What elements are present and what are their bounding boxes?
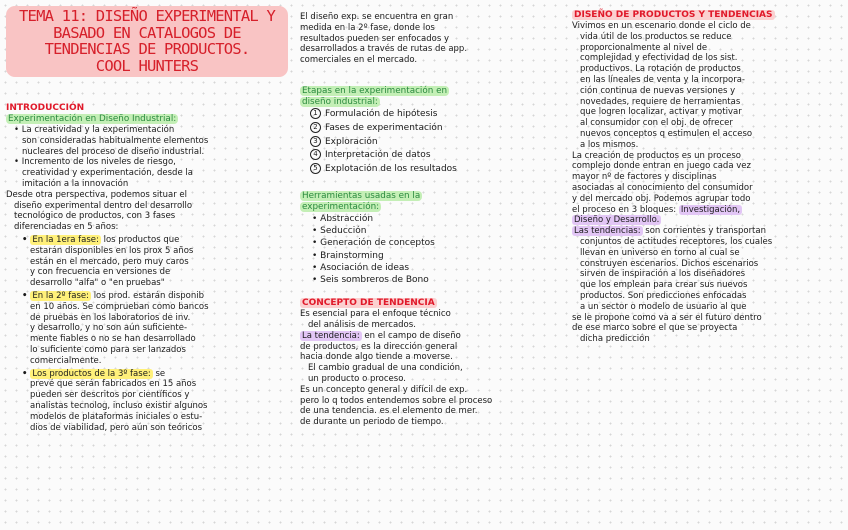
tool-item: • Seducción — [300, 225, 558, 237]
stages-heading — [300, 97, 558, 108]
text-line: Es esencial para el enfoque técnico — [300, 309, 451, 320]
stages-heading-text: Etapas en la experimentación en — [302, 85, 448, 96]
text-line: al consumidor con el obj. de ofrecer — [580, 118, 733, 129]
phase3-label: Los productos de la 3º fase: — [32, 368, 151, 379]
text-line: asociadas al conocimiento del consumidor — [572, 182, 753, 193]
title-line: TENDENCIAS DE PRODUCTOS. — [44, 40, 250, 58]
column-right — [572, 0, 844, 345]
tendencias-line — [572, 226, 844, 237]
stage-number: 1 — [310, 108, 321, 119]
phase3-text: se — [155, 368, 166, 379]
text-line: de productos, es la dirección general — [300, 341, 458, 352]
text-line: complejidad y efectividad de los sist. — [580, 53, 738, 64]
text-line: desarrollo "alfa" o "en pruebas" — [30, 278, 165, 289]
text-line: y desarrollo, y no son aún suficiente- — [30, 323, 188, 334]
text-line: mente fiables o no se han desarrollado — [30, 334, 196, 345]
phase2-text: los prod. estarán disponib — [93, 290, 205, 301]
text-line: complejo donde entran en juego cada vez — [572, 161, 751, 172]
text-line: vida útil de los productos se reduce — [580, 31, 732, 42]
text-line: hacia donde algo tiende a moverse. — [300, 352, 453, 363]
title-line: COOL HUNTERS — [95, 56, 199, 75]
page-title — [6, 6, 288, 77]
text-line: comerciales en el mercado. — [300, 55, 418, 66]
text-line: de pruebas en los laboratorios de inv. — [30, 312, 191, 323]
intro-subheading — [6, 114, 288, 125]
text-line: productos. Son predicciones enfocadas — [580, 290, 747, 301]
text-line: que los emplean para crear sus nuevos — [580, 280, 748, 291]
tools-heading — [300, 202, 558, 213]
stage-item — [300, 136, 558, 150]
text-line: nucleares del proceso de diseño industrial. — [22, 146, 205, 157]
text-line: un producto o proceso. — [308, 373, 406, 384]
tools-heading-text: experimentación: — [302, 201, 380, 212]
phase1-text: los productos que — [103, 234, 180, 245]
blocks-line — [572, 215, 844, 226]
text-line: Vivimos en un escenario donde el ciclo de — [572, 21, 751, 31]
phase3-line: • Los productos de la 3º fase: se — [22, 368, 166, 379]
phase1-line: • En la 1era fase: los productos que — [22, 234, 180, 245]
text-line: diferenciadas en 5 años: — [14, 222, 119, 233]
intro-heading: INTRODUCCIÓN — [6, 103, 85, 113]
text-line: ción continua de nuevas versiones y — [580, 85, 736, 96]
design-trends-heading — [572, 10, 844, 21]
text-line: medida en la 2º fase, donde los — [300, 22, 435, 33]
column-middle — [300, 0, 558, 428]
text-line: La creación de productos es un proceso — [572, 150, 742, 161]
text-line: pero lo q todos entendemos sobre el proceso — [300, 395, 493, 406]
text-line: resultados pueden ser enfocados y — [300, 33, 450, 44]
text-line: imitación a la innovación — [22, 178, 129, 189]
stages-heading-text: diseño industrial: — [302, 96, 378, 107]
concept-heading — [300, 298, 558, 309]
concept-heading-text: CONCEPTO DE TENDENCIA — [302, 298, 435, 309]
text-line: • La creatividad y la experimentación — [14, 125, 175, 135]
tool-item: • Seis sombreros de Bono — [300, 274, 558, 286]
blocks-line — [572, 205, 844, 216]
text-line: en las líneales de venta y la incorpora- — [580, 74, 745, 85]
stage-text: Formulación de hipótesis — [325, 108, 438, 119]
text-line: están en el mercado, pero muy caros — [30, 256, 189, 267]
blocks-text: el proceso en 3 bloques: — [572, 204, 677, 215]
phase1-label: En la 1era fase: — [32, 234, 99, 245]
stage-number: 5 — [310, 163, 321, 174]
blocks-highlight: Investigación, — [680, 204, 741, 215]
blocks-highlight: Diseño y Desarrollo. — [574, 215, 660, 226]
text-line: El diseño exp. se encuentra en gran — [300, 12, 454, 22]
tool-item: • Generación de conceptos — [300, 237, 558, 249]
text-line: desarrollados a través de rutas de app. — [300, 44, 468, 55]
text-line: dios de viabilidad, pero aún son teóricos — [30, 422, 203, 433]
tendencia-line — [300, 331, 558, 342]
stage-number: 2 — [310, 122, 321, 133]
stage-text: Explotación de los resultados — [325, 164, 457, 175]
text-line: nuevos conceptos q estimulen el acceso — [580, 128, 753, 139]
text-line: tecnológico de productos, con 3 fases — [14, 211, 176, 222]
stage-number: 4 — [310, 149, 321, 160]
text-line: productivos. La rotación de productos — [580, 64, 741, 75]
title-line: BASADO EN CATALOGOS DE — [53, 23, 241, 42]
text-line: prevé que serán fabricados en 15 años — [30, 379, 197, 390]
tendencias-label: Las tendencias: — [574, 226, 641, 237]
stage-text: Interpretación de datos — [325, 150, 431, 161]
tendencias-text: son corrientes y transportan — [645, 226, 766, 237]
text-line: novedades, requiere de herramientas — [580, 96, 741, 107]
text-line: que logren localizar, activar y motivar — [580, 107, 742, 118]
text-line: pueden ser descritos por científicos y — [30, 390, 190, 401]
text-line: del análisis de mercados. — [308, 319, 416, 330]
stage-item — [300, 122, 558, 136]
text-line: mayor nº de factores y disciplinas — [572, 172, 717, 183]
title-line: TEMA 11: DISEÑO EXPERIMENTAL Y — [19, 7, 275, 25]
text-line: construyen escenarios. Dichos escenarios — [580, 258, 759, 269]
column-left — [6, 0, 288, 433]
tool-item: • Abstracción — [300, 213, 558, 225]
text-line: y con frecuencia en versiones de — [30, 267, 171, 278]
text-line: diseño experimental dentro del desarrollo — [14, 200, 193, 211]
text-line: estarán disponibles en los prox 5 años — [30, 245, 194, 256]
phase2-label: En la 2º fase: — [32, 290, 89, 301]
text-line: dicha predicción — [580, 334, 650, 345]
stage-text: Exploración — [325, 136, 378, 147]
text-line: de durante un periodo de tiempo. — [300, 417, 444, 428]
intro-subheading-text: Experimentación en Diseño Industrial: — [8, 114, 177, 124]
text-line: a los mismos. — [580, 139, 639, 150]
stage-item — [300, 163, 558, 177]
tools-heading-text: Herramientas usadas en la — [302, 190, 421, 201]
text-line: conjuntos de actitudes receptores, los cuales — [580, 236, 773, 247]
text-line: • Incremento de los niveles de riesgo, — [14, 157, 176, 168]
text-line: modelos de plataformas iniciales o estu- — [30, 411, 203, 422]
text-line: Desde otra perspectiva, podemos situar el — [6, 189, 187, 200]
phase2-line: • En la 2º fase: los prod. estarán disponib — [22, 290, 205, 301]
text-line: en 10 años. Se comprueban como bancos — [30, 301, 209, 312]
text-line: sirven de inspiración a los diseñadores — [580, 269, 746, 280]
tool-item: • Asociación de ideas — [300, 262, 558, 274]
text-line: y del mercado obj. Podemos agrupar todo — [572, 193, 751, 204]
stage-item — [300, 149, 558, 163]
text-line: creatividad y experimentación, desde la — [22, 168, 193, 179]
text-line: llevan en universo en torno al cual se — [580, 247, 740, 258]
stage-item — [300, 108, 558, 122]
stages-heading — [300, 86, 558, 97]
text-line: a un sector o modelo de usuario al que — [580, 301, 747, 312]
tendencia-text: en el campo de diseño — [364, 330, 461, 341]
text-line: lo suficiente como para ser lanzados — [30, 344, 186, 355]
text-line: Es un concepto general y difícil de exp. — [300, 384, 468, 395]
stage-number: 3 — [310, 136, 321, 147]
tools-heading — [300, 191, 558, 202]
text-line: se le propone como va a ser el futuro dentro — [572, 312, 762, 323]
text-line: analistas tecnolog, incluso existir algunos — [30, 400, 208, 411]
text-line: El cambio gradual de una condición, — [308, 363, 463, 374]
tendencia-label: La tendencia: — [302, 330, 360, 341]
text-line: son consideradas habitualmente elementos — [22, 135, 209, 146]
text-line: de una tendencia. es el elemento de mer. — [300, 406, 478, 417]
text-line: de ese marco sobre el que se proyecta — [572, 323, 738, 334]
tool-item: • Brainstorming — [300, 250, 558, 262]
text-line: comercialmente. — [30, 355, 102, 366]
design-trends-heading-text: DISEÑO DE PRODUCTOS Y TENDENCIAS — [574, 10, 773, 20]
stage-text: Fases de experimentación — [325, 122, 443, 133]
text-line: proporcionalmente al nivel de — [580, 42, 708, 53]
